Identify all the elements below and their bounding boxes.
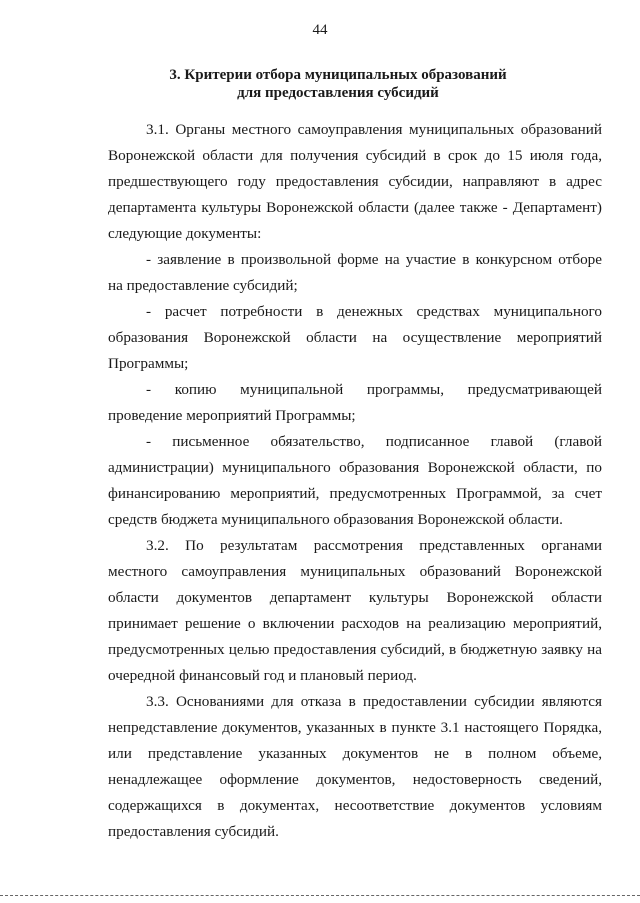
text-line: проведение мероприятий Программы; [108,407,356,424]
heading-line-1: 3. Критерии отбора муниципальных образований [169,67,507,83]
text-line: предоставления субсидий. [108,823,279,840]
heading-line-2: для предоставления субсидий [237,85,439,101]
text-line: - заявление в произвольной форме на участие в конкурсном отборе [146,251,602,268]
text-line: 3.1. Органы местного самоуправления муниципальных образований [146,121,602,138]
text-line: местного самоуправления муниципальных образований Воронежской [108,563,602,580]
text-line: или представление указанных документов не в полном объеме, [108,745,602,762]
text-line: - копию муниципальной программы, предусматривающей [146,381,602,398]
text-line: содержащихся в документах, несоответствие документов условиям [108,797,602,814]
text-line: на предоставление субсидий; [108,277,298,294]
page-number: 44 [312,22,328,38]
text-line: - письменное обязательство, подписанное главой (главой [146,433,602,450]
text-line: 3.3. Основаниями для отказа в предоставлении субсидии являются [146,693,602,710]
text-line: 3.2. По результатам рассмотрения представленных органами [146,537,602,554]
text-line: администрации) муниципального образования Воронежской области, по [108,459,602,476]
text-line: предшествующего году предоставления субсидии, направляют в адрес [108,173,602,190]
text-line: образования Воронежской области на осуществление мероприятий [108,329,602,346]
text-line: предусмотренных целью предоставления субсидий, в бюджетную заявку на [108,641,602,658]
text-line: ненадлежащее оформление документов, недостоверность сведений, [108,771,602,788]
text-line: непредставление документов, указанных в пункте 3.1 настоящего Порядка, [108,719,602,736]
text-line: Воронежской области для получения субсидий в срок до 15 июля года, [108,147,602,164]
text-line: - расчет потребности в денежных средствах муниципального [146,303,602,320]
text-line: финансированию мероприятий, предусмотренных Программой, за счет [108,485,602,502]
text-line: области документов департамент культуры Воронежской области [108,589,602,606]
text-line: средств бюджета муниципального образования Воронежской области. [108,511,563,528]
text-line: принимает решение о включении расходов на реализацию мероприятий, [108,615,602,632]
text-line: следующие документы: [108,225,262,242]
section-heading [0,66,640,102]
text-line: Программы; [108,355,189,372]
text-line: очередной финансовый год и плановый период. [108,667,417,684]
text-line: департамента культуры Воронежской области (далее также - Департамент) [108,199,602,216]
bottom-divider [0,895,640,896]
